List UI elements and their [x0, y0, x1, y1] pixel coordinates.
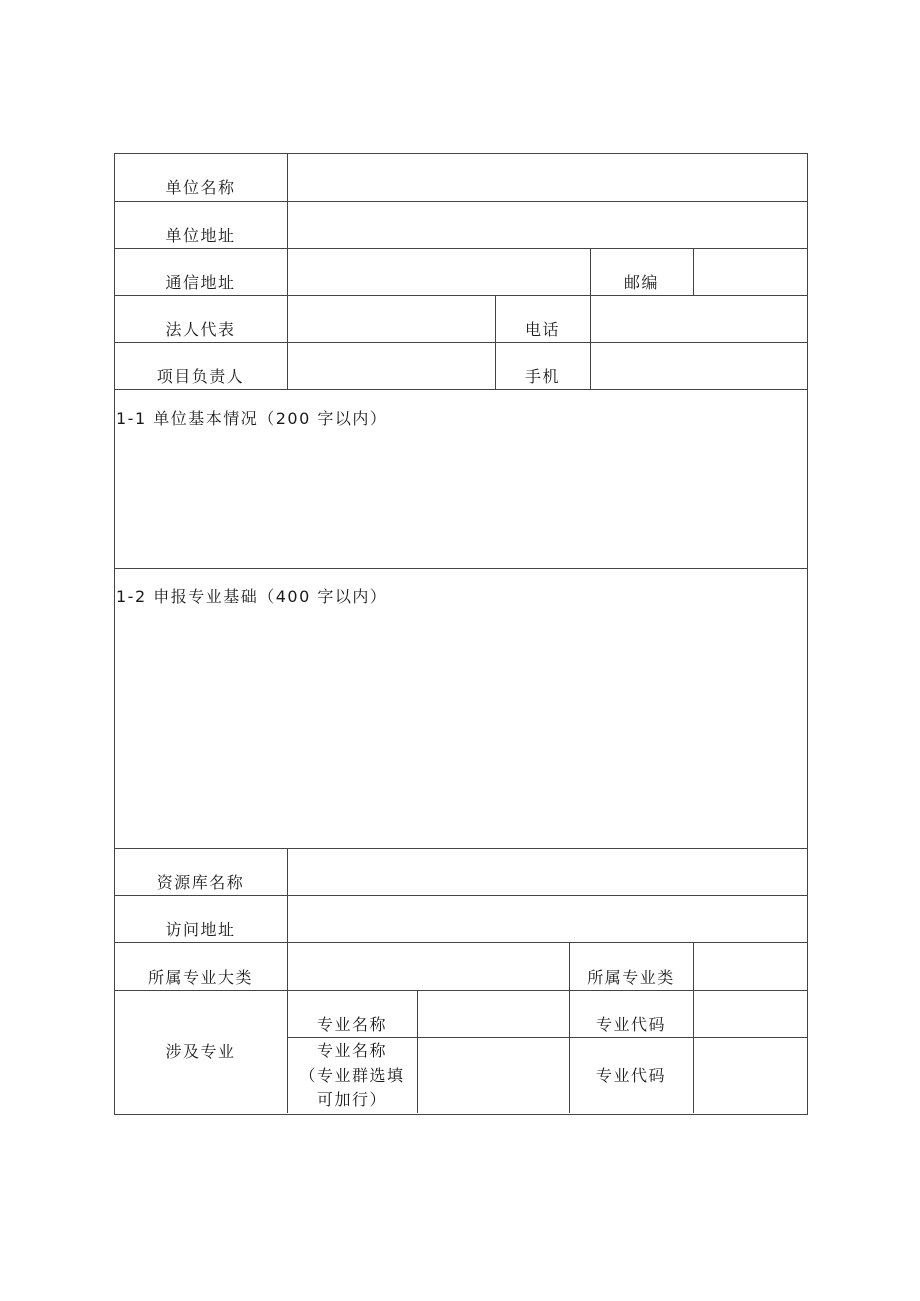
- major-name-2-field[interactable]: [422, 1042, 564, 1108]
- legal-rep-label: 法人代表: [165, 320, 236, 339]
- col-divider: [693, 248, 694, 295]
- row-divider: [114, 248, 807, 249]
- project-lead-field[interactable]: [292, 347, 490, 385]
- mobile-field[interactable]: [595, 347, 801, 385]
- row-divider: [114, 295, 807, 296]
- col-divider: [590, 295, 591, 389]
- major-code-2-label: 专业代码: [595, 1066, 666, 1085]
- major-category-field[interactable]: [292, 947, 564, 985]
- major-code-1-field[interactable]: [698, 995, 802, 1033]
- major-code-2-field[interactable]: [698, 1042, 802, 1108]
- major-name-2-label-line3: 可加行）: [316, 1090, 387, 1109]
- major-name-1-field[interactable]: [422, 995, 564, 1033]
- row-divider: [287, 1037, 807, 1038]
- col-divider: [569, 990, 570, 1113]
- major-name-1-label: 专业名称: [316, 1015, 387, 1034]
- row-divider: [114, 990, 807, 991]
- resource-name-field[interactable]: [292, 853, 800, 891]
- major-category-label: 所属专业大类: [147, 968, 253, 987]
- access-url-field[interactable]: [292, 900, 800, 938]
- col-divider: [693, 942, 694, 990]
- major-class-label: 所属专业类: [587, 968, 675, 987]
- legal-rep-field[interactable]: [292, 300, 490, 338]
- related-majors-label: 涉及专业: [165, 1042, 236, 1061]
- row-divider: [114, 201, 807, 202]
- major-name-2-label-line2: （专业群选填: [299, 1066, 405, 1085]
- mobile-label: 手机: [524, 367, 560, 386]
- postcode-field[interactable]: [698, 253, 802, 291]
- mailing-address-label: 通信地址: [165, 273, 236, 292]
- row-divider: [114, 389, 807, 390]
- col-divider: [417, 990, 418, 1113]
- row-divider: [114, 942, 807, 943]
- section-1-2-heading: 1-2 申报专业基础（400 字以内）: [116, 587, 388, 606]
- mailing-address-field[interactable]: [292, 253, 584, 291]
- resource-name-label: 资源库名称: [156, 873, 245, 892]
- phone-label: 电话: [524, 320, 560, 339]
- section-1-1-heading: 1-1 单位基本情况（200 字以内）: [116, 409, 388, 428]
- phone-field[interactable]: [595, 300, 801, 338]
- major-code-1-label: 专业代码: [595, 1015, 666, 1034]
- row-divider: [114, 895, 807, 896]
- row-divider: [114, 342, 807, 343]
- unit-name-field[interactable]: [292, 158, 800, 196]
- col-divider: [287, 153, 288, 389]
- row-divider: [114, 848, 807, 849]
- major-class-field[interactable]: [698, 947, 802, 985]
- section-1-1-textarea[interactable]: [118, 434, 802, 562]
- row-divider: [114, 568, 807, 569]
- major-name-2-label-line1: 专业名称: [316, 1041, 387, 1060]
- unit-name-label: 单位名称: [165, 178, 236, 197]
- unit-address-label: 单位地址: [165, 226, 236, 245]
- section-1-2-textarea[interactable]: [118, 612, 802, 842]
- col-divider: [693, 990, 694, 1113]
- unit-address-field[interactable]: [292, 206, 800, 244]
- postcode-label: 邮编: [623, 273, 659, 292]
- access-url-label: 访问地址: [165, 920, 236, 939]
- project-lead-label: 项目负责人: [156, 367, 245, 386]
